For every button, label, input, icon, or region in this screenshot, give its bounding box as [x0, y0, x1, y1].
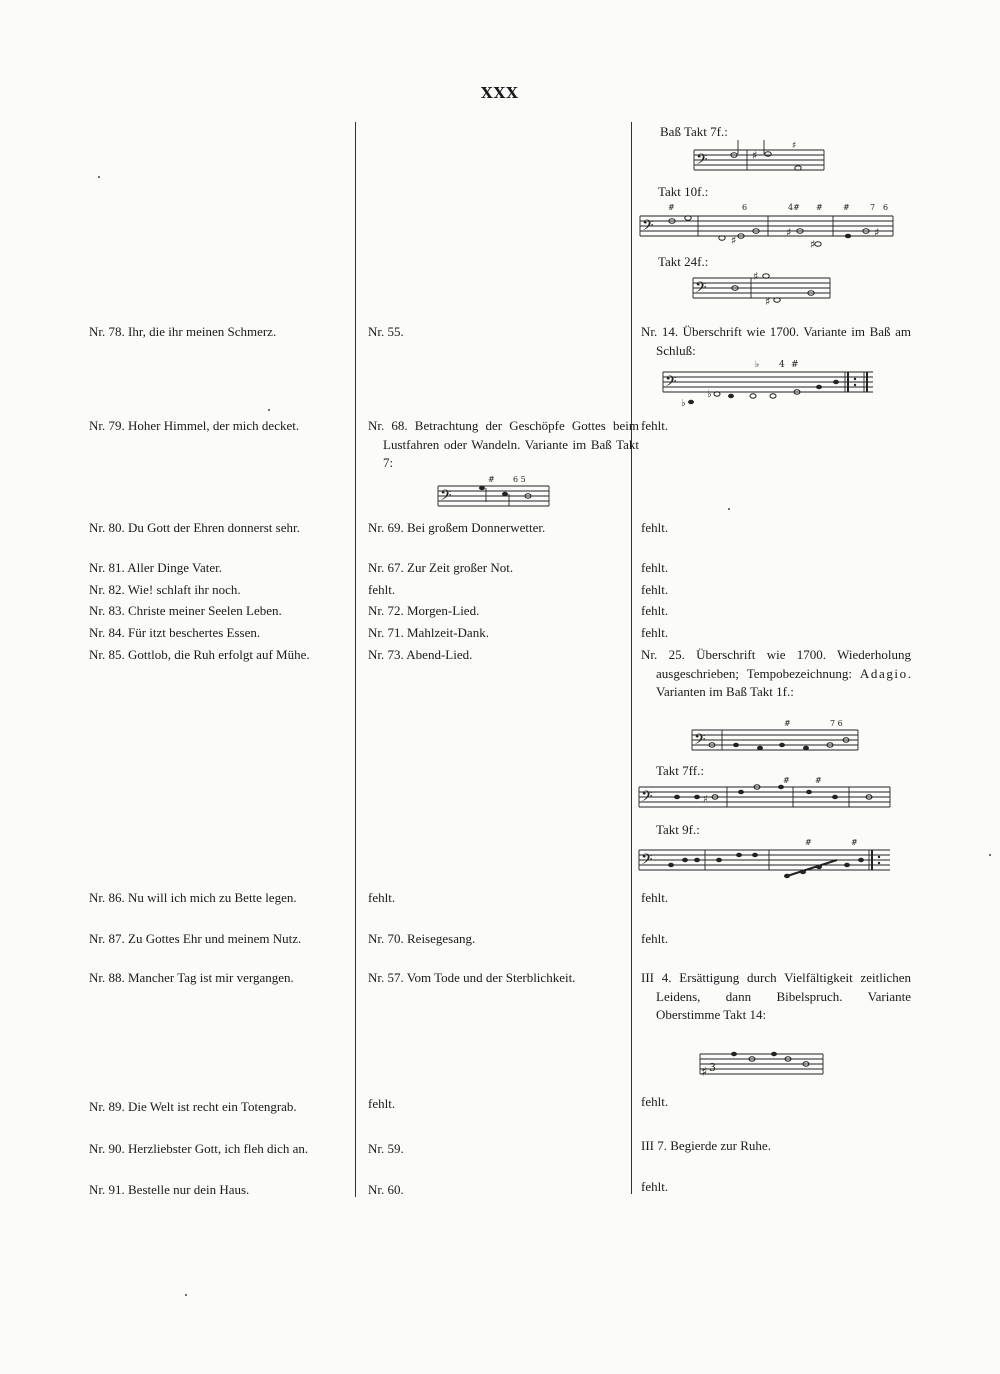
- entry-col2-nr73: Nr. 73. Abend-Lied.: [368, 647, 473, 662]
- entry-nr91: Nr. 91. Bestelle nur dein Haus.: [89, 1182, 250, 1197]
- figure-sharp: #: [783, 776, 790, 785]
- svg-text:♯: ♯: [753, 270, 759, 283]
- music-example-bass-takt7: [692, 140, 827, 182]
- svg-text:𝄢: 𝄢: [696, 151, 708, 172]
- svg-text:♭: ♭: [707, 389, 712, 400]
- svg-text:♯: ♯: [810, 238, 816, 251]
- label-takt24: Takt 24f.:: [658, 254, 709, 269]
- svg-text:𝄢: 𝄢: [665, 373, 677, 394]
- entry-nr79: Nr. 79. Hoher Himmel, der mich decket.: [89, 418, 300, 433]
- page-speck: [268, 409, 270, 411]
- entry-col2-nr55: Nr. 55.: [368, 324, 404, 339]
- label-bass-takt7: Baß Takt 7f.:: [660, 124, 728, 139]
- entry-nr86: Nr. 86. Nu will ich mich zu Bette legen.: [89, 890, 297, 905]
- label-takt7ff: Takt 7ff.:: [656, 763, 704, 778]
- svg-text:♯: ♯: [703, 794, 708, 805]
- figure-flat: ♭: [755, 360, 760, 370]
- svg-text:𝄢: 𝄢: [641, 788, 653, 809]
- entry-col2-nr59: Nr. 59.: [368, 1141, 404, 1156]
- entry-nr90: Nr. 90. Herzliebster Gott, ich fleh dich an.: [89, 1141, 309, 1156]
- figure-sharp: #: [488, 475, 495, 484]
- entry-col3-iii4: III 4. Ersättigung durch Vielfältigkeit zeitlichen Leidens, dann Bibelspruch. Variante Oberstimme Takt 14:: [641, 970, 911, 1022]
- label-takt10: Takt 10f.:: [658, 184, 709, 199]
- svg-text:𝄢: 𝄢: [440, 487, 452, 508]
- music-example-takt9: [637, 836, 893, 884]
- entry-col2-nr57: Nr. 57. Vom Tode und der Sterblichkeit.: [368, 970, 576, 985]
- music-example-takt24: [691, 268, 833, 310]
- meter: 3: [709, 1061, 716, 1074]
- page-speck: [989, 854, 991, 856]
- label-takt9: Takt 9f.:: [656, 822, 700, 837]
- music-example-nr14: [661, 358, 876, 410]
- entry-col3-fehlt-84: fehlt.: [641, 625, 669, 640]
- music-example-nr68: [436, 472, 551, 514]
- figure-4: 4: [779, 360, 785, 370]
- entry-nr84: Nr. 84. Für itzt beschertes Essen.: [89, 625, 261, 640]
- figure: #: [668, 203, 675, 212]
- entry-nr78: Nr. 78. Ihr, die ihr meinen Schmerz.: [89, 324, 277, 339]
- page-number: XXX: [481, 84, 519, 102]
- figure: 4#: [788, 203, 800, 212]
- svg-text:♭: ♭: [681, 398, 686, 409]
- figure-sharp: #: [805, 838, 812, 847]
- figure: 7: [870, 203, 876, 212]
- music-example-iii4: [698, 1044, 826, 1086]
- page-speck: [728, 508, 730, 510]
- svg-text:♯: ♯: [765, 295, 771, 308]
- figure-sharp: #: [784, 719, 791, 728]
- figure: 6: [883, 203, 889, 212]
- entry-col3-fehlt-91: fehlt.: [641, 1179, 669, 1194]
- figure: 6: [742, 203, 748, 212]
- entry-nr89: Nr. 89. Die Welt ist recht ein Totengrab.: [89, 1099, 297, 1114]
- entry-col2-fehlt: fehlt.: [368, 890, 396, 905]
- svg-text:𝄢: 𝄢: [695, 279, 707, 300]
- figure: #: [843, 203, 850, 212]
- entry-col2-nr69: Nr. 69. Bei großem Donnerwetter.: [368, 520, 546, 535]
- entry-col3-fehlt-82: fehlt.: [641, 582, 669, 597]
- entry-nr80: Nr. 80. Du Gott der Ehren donnerst sehr.: [89, 520, 300, 535]
- entry-col2-nr72: Nr. 72. Morgen-Lied.: [368, 603, 480, 618]
- figure-sharp: #: [815, 776, 822, 785]
- entry-nr81: Nr. 81. Aller Dinge Vater.: [89, 560, 222, 575]
- entry-col2-fehlt: fehlt.: [368, 582, 396, 597]
- nr25-text-b: . Varianten im Baß Takt 1f.:: [656, 665, 911, 699]
- entry-col3-fehlt-89: fehlt.: [641, 1094, 669, 1109]
- entry-col2-nr71: Nr. 71. Mahlzeit-Dank.: [368, 625, 489, 640]
- entry-nr87: Nr. 87. Zu Gottes Ehr und meinem Nutz.: [89, 931, 302, 946]
- entry-col3-nr14: Nr. 14. Überschrift wie 1700. Variante im Baß am Schluß:: [641, 324, 911, 358]
- entry-col3-fehlt-80: fehlt.: [641, 520, 669, 535]
- svg-text:♯: ♯: [792, 141, 797, 151]
- nr25-text-a: Nr. 25. Überschrift wie 1700. Wiederholung ausgeschrieben; Tempobezeichnung:: [641, 647, 911, 681]
- entry-col2-nr68: Nr. 68. Betrachtung der Geschöpfe Gottes beim Lustfahren oder Wandeln. Variante im Baß Takt 7:: [368, 418, 639, 470]
- svg-text:♯: ♯: [701, 1065, 708, 1080]
- entry-col3-iii7: III 7. Begierde zur Ruhe.: [641, 1138, 771, 1153]
- svg-text:♯: ♯: [786, 226, 792, 239]
- figure-sharp: #: [791, 360, 799, 370]
- entry-col3-fehlt-86: fehlt.: [641, 890, 669, 905]
- music-example-nr25-takt1: [690, 718, 860, 760]
- entry-col3-fehlt-81: fehlt.: [641, 560, 669, 575]
- entry-col2-nr60: Nr. 60.: [368, 1182, 404, 1197]
- figure: #: [816, 203, 823, 212]
- page-speck: [185, 1294, 187, 1296]
- entry-col3-fehlt-87: fehlt.: [641, 931, 669, 946]
- svg-text:𝄢: 𝄢: [642, 217, 654, 238]
- entry-nr83: Nr. 83. Christe meiner Seelen Leben.: [89, 603, 282, 618]
- figure-65: 6 5: [513, 475, 526, 484]
- tempo-marking: Adagio: [859, 665, 908, 681]
- svg-text:♯: ♯: [874, 226, 880, 239]
- entry-col2-nr70: Nr. 70. Reisegesang.: [368, 931, 476, 946]
- entry-col3-fehlt-79: fehlt.: [641, 418, 669, 433]
- entry-nr85: Nr. 85. Gottlob, die Ruh erfolgt auf Mühe.: [89, 647, 310, 662]
- svg-text:♯: ♯: [731, 234, 737, 247]
- page-speck: [98, 176, 100, 178]
- entry-nr82: Nr. 82. Wie! schlaft ihr noch.: [89, 582, 241, 597]
- figure-sharp: #: [851, 838, 858, 847]
- entry-col3-nr25: [641, 646, 911, 702]
- svg-text:♯: ♯: [752, 149, 758, 162]
- entry-col3-fehlt-83: fehlt.: [641, 603, 669, 618]
- svg-text:𝄢: 𝄢: [694, 731, 706, 752]
- music-example-takt10: [638, 200, 896, 252]
- entry-col2-fehlt: fehlt.: [368, 1096, 396, 1111]
- figure-76: 7 6: [830, 719, 843, 728]
- entry-col2-nr67: Nr. 67. Zur Zeit großer Not.: [368, 560, 514, 575]
- music-example-takt7ff: [637, 775, 893, 817]
- svg-text:𝄢: 𝄢: [641, 851, 653, 872]
- entry-nr88: Nr. 88. Mancher Tag ist mir vergangen.: [89, 970, 294, 985]
